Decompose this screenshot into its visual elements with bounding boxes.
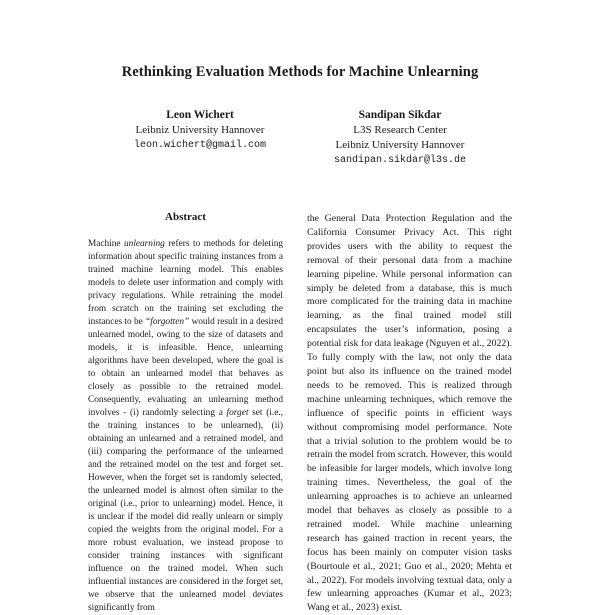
author-affiliation: Leibniz University Hannover [335,139,465,151]
author-affiliation: L3S Research Center [353,124,447,136]
intro-paragraph: the General Data Protection Regulation and the California Consumer Privacy Act. This right provides users with the ability to request the removal of their personal data from a machine learning pipeline. While personal information can simply be deleted from a database, this is much more complicated for the training data in machine learning, as the final trained model still encapsulates the user’s information, posing a potential risk for data leakage (Nguyen et al., 2022). To fully comply with the law, not only the data point but also its influence on the trained model needs to be removed. This is realized through machine unlearning techniques, which remove the influence of specific points in efficient ways without compromising model performance. Note that a trivial solution to the problem would be to retrain the model from scratch. However, this would be infeasible for larger models, which involve long training times. Nevertheless, the goal of the unlearning approaches is to achieve an unlearned model that behaves as closely as possible to a retrained model. While machine unlearning research has gained traction in recent years, the focus has been mainly on computer vision tasks (Bourtoule et al., 2021; Guo et al., 2020; Mehta et al., 2022). For models involving textual data, only a few unlearning approaches (Kumar et al., 2023; Wang et al., 2023) exist. [307,213,513,614]
author-name: Sandipan Sikdar [358,109,442,121]
abstract-text: Machine unlearning refers to methods for deleting information about specific training instances from a trained machine learning model. This enables models to delete user information and comply with privacy regulations. While retraining the model from scratch on the training set excluding the instances to be “forgotten” would result in a desired unlearned model, owing to the size of datasets and models, it is infeasible. Hence, unlearning algorithms have been developed, where the goal is to obtain an unlearned model that behaves as closely as possible to the retrained model. Consequently, evaluating an unlearning method involves - (i) randomly selecting a forget set (i.e., the training instances to be unlearned), (ii) obtaining an unlearned and a retrained model, and (iii) comparing the performance of the unlearned and the retrained model on the test and forget set. However, when the forget set is randomly selected, the unlearned model is almost often similar to the original (i.e., prior to unlearning) model. Hence, it is unclear if the model did really unlearn or simply copied the weights from the original model. For a more robust evaluation, we instead propose to consider training instances with significant influence on the trained model. When such influential instances are considered in the forget set, we observe that the unlearned model deviates significantly from [88,239,283,613]
author-email: leon.wichert@gmail.com [133,140,267,151]
author-affiliation: Leibniz University Hannover [135,124,265,136]
paper-title: Rethinking Evaluation Methods for Machine Unlearning [121,64,479,80]
author-email: sandipan.sikdar@l3s.de [333,155,467,166]
abstract-column [88,210,283,615]
author-name: Leon Wichert [166,109,234,121]
author-block-1 [110,108,290,153]
introduction-column [307,212,512,615]
author-block-2 [300,108,500,168]
abstract-heading: Abstract [165,211,206,223]
